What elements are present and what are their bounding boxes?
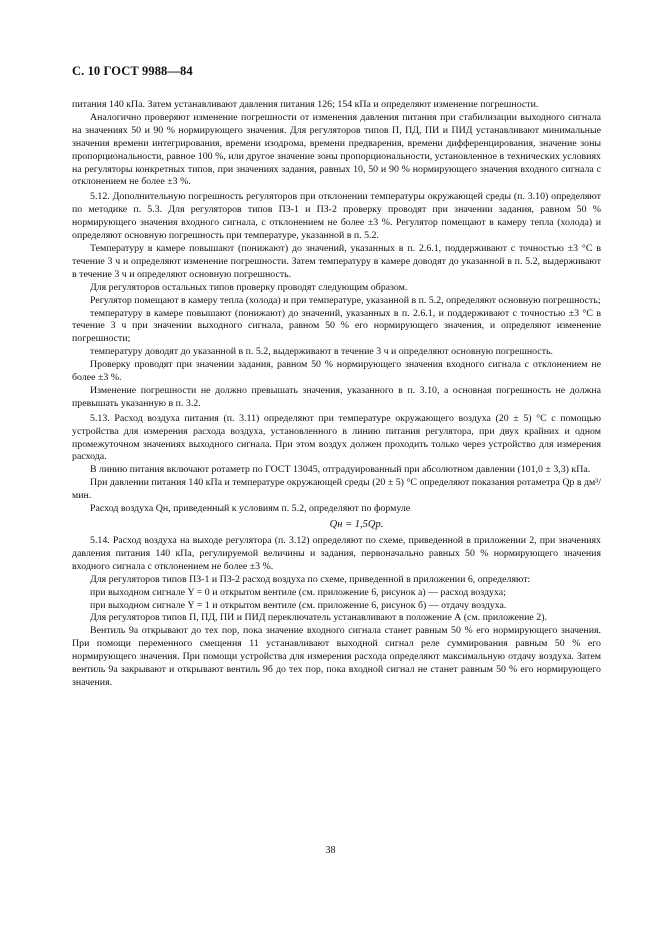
paragraph: Температуру в камере повышают (понижают) до значений, указанных в п. 2.6.1, поддерживают с точностью ±3 °С в течение 3 ч и определяют изменение погрешности. Затем температуру в камере доводят до указанной в п. 5.2, выдерживают в течение 3 ч и определяют основную погрешность. [72, 242, 601, 280]
paragraph: при выходном сигнале Y = 0 и открытом вентиле (см. приложение 6, рисунок а) — расход воздуха; [90, 586, 506, 598]
page-number: 38 [325, 845, 336, 856]
paragraph: Изменение погрешности не должно превышать значения, указанного в п. 3.10, а основная погрешность не должна превышать указанную в п. 3.2. [72, 384, 601, 409]
paragraph: 5.13. Расход воздуха питания (п. 3.11) определяют при температуре окружающего воздуха (20 ± 5) °С с помощью устройства для измерения расхода воздуха, установленного в линию питания регулятора, при двух крайних и одном промежуточном значениях выходного сигнала. При этом воздух должен проходить только через устройство для измерения расхода. [72, 412, 601, 463]
paragraph: Проверку проводят при значении задания, равном 50 % нормирующего значения входного сигнала с отклонением не более ±3 %. [72, 359, 601, 384]
paragraph: Регулятор помещают в камеру тепла (холода) и при температуре, указанной в п. 5.2, определяют основную погрешность; [90, 294, 601, 306]
paragraph: 5.14. Расход воздуха на выходе регулятора (п. 3.12) определяют по схеме, приведенной в приложении 2, при значениях давления питания 140 кПа, регулируемой величины и задания, первоначально равных 50 % нормирующего значения входного сигнала с отклонением не более ±3 %. [72, 535, 601, 572]
paragraph: температуру доводят до указанной в п. 5.2, выдерживают в течение 3 ч и определяют основную погрешность. [90, 346, 553, 358]
paragraph: Расход воздуха Qн, приведенный к условиям п. 5.2, определяют по формуле [90, 503, 411, 515]
paragraph: Для регуляторов остальных типов проверку проводят следующим образом. [90, 281, 408, 293]
paragraph: 5.12. Дополнительную погрешность регуляторов при отклонении температуры окружающей среды (п. 3.10) определяют по методике п. 5.3. Для регуляторов типов ПЗ-1 и ПЗ-2 проверку проводят при значении задания, равном 50 % нормирующего значения входного сигнала, с отклонением не более ±3 %. Регулятор помещают в камеру тепла (холода) и определяют основную погрешность при температуре, указанной в п. 5.2. [72, 191, 601, 242]
paragraph: В линию питания включают ротаметр по ГОСТ 13045, отградуированный при абсолютном давлении (101,0 ± 3,3) кПа. [90, 464, 591, 476]
paragraph: температуру в камере повышают (понижают) до значений, указанных в п. 2.6.1, и поддерживают с точностью ±3 °С в течение 3 ч при значении выходного сигнала, равном 50 % его нормирующего значения, и определяют изменение погрешности; [72, 307, 601, 345]
paragraph: питания 140 кПа. Затем устанавливают давления питания 126; 154 кПа и определяют изменение погрешности. [72, 99, 539, 110]
paragraph: при выходном сигнале Y = 1 и открытом вентиле (см. приложение 6, рисунок б) — отдачу воздуха. [90, 599, 507, 611]
paragraph: Для регуляторов типов ПЗ-1 и ПЗ-2 расход воздуха по схеме, приведенной в приложении 6, определяют: [90, 573, 531, 585]
paragraph: Для регуляторов типов П, ПД, ПИ и ПИД переключатель устанавливают в положение А (см. приложение 2). [90, 612, 547, 624]
page-header: С. 10 ГОСТ 9988—84 [72, 64, 193, 78]
paragraph: Вентиль 9а открывают до тех пор, пока значение входного сигнала станет равным 50 % его нормирующего значения. При помощи переменного смещения 11 устанавливают выходной сигнал реле суммирования равным 50 % его нормирующего значения. При помощи устройства для измерения расхода определяют максимальную отдачу воздуха. Затем вентиль 9а закрывают и открывают вентиль 9б до тех пор, пока входной сигнал не станет равным 50 % его нормирующего значения. [72, 625, 601, 688]
paragraph: При давлении питания 140 кПа и температуре окружающей среды (20 ± 5) °С определяют показания ротаметра Qр в дм³/мин. [72, 477, 601, 502]
paragraph: Аналогично проверяют изменение погрешности от изменения давления питания при стабилизации выходного сигнала на значениях 50 и 90 % нормирующего значения. Для регуляторов типов П, ПД, ПИ и ПИД устанавливают минимальные значения времени интегрирования, времени изодрома, времени предварения, времени дифференцирования, значение зоны пропорциональности, равное 100 %, или другое значение зоны пропорциональности, установленное в технических условиях на регуляторы конкретных типов, при значениях задания, равных 10, 50 и 90 % нормирующего значения входного сигнала с отклонением не более ±3 %. [72, 111, 601, 188]
body-text [72, 99, 601, 690]
formula: Qн = 1,5Qр. [329, 519, 384, 530]
